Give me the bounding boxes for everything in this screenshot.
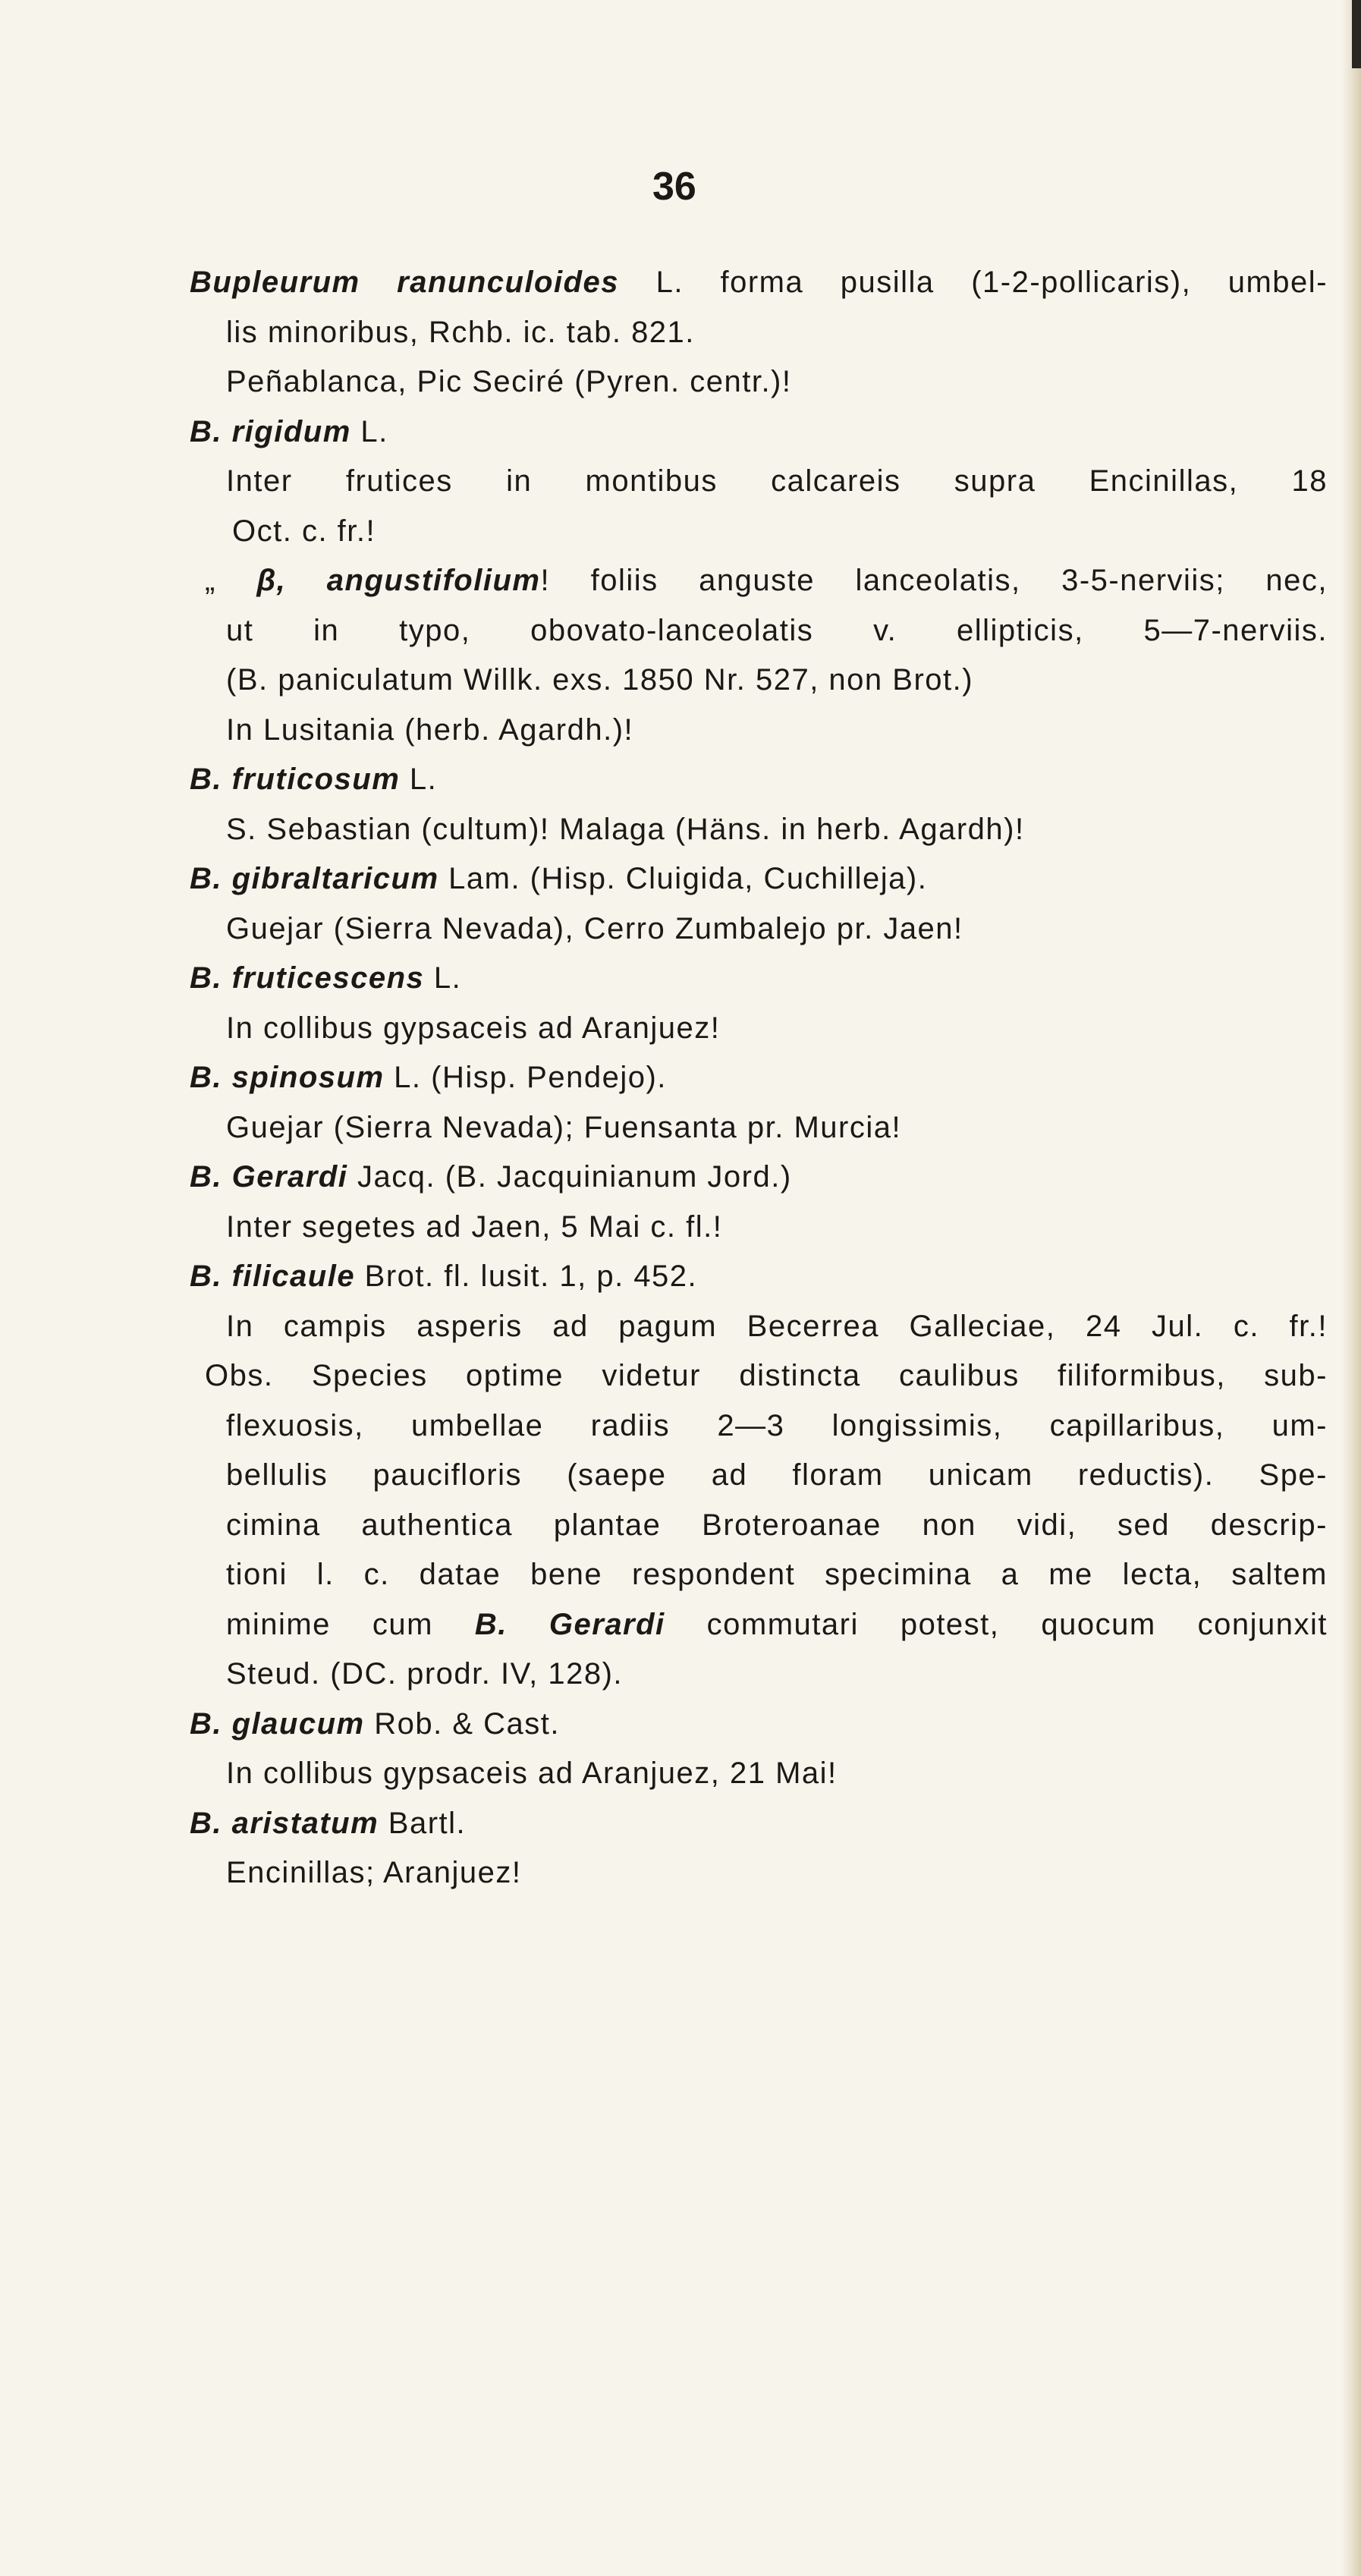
botanical-text xyxy=(190,258,1328,1898)
species-name: B. Gerardi xyxy=(190,1160,348,1194)
binding-mark xyxy=(1352,0,1361,68)
entry-text: L. xyxy=(424,961,462,995)
observation-line: tioni l. c. datae bene respondent specimina a me lecta, saltem xyxy=(226,1558,1328,1591)
locality-line: Peñablanca, Pic Seciré (Pyren. centr.)! xyxy=(226,365,792,398)
species-name: B. rigidum xyxy=(190,414,351,448)
entry-text: L. forma pusilla (1-2-pollicaris), umbel- xyxy=(619,266,1328,299)
entry-line: lis minoribus, Rchb. ic. tab. 821. xyxy=(226,315,695,349)
variety-name: β, angustifolium xyxy=(256,564,541,597)
locality-line: Inter frutices in montibus calcareis supra Encinillas, 18 xyxy=(226,464,1328,498)
locality-line: Oct. c. fr.! xyxy=(232,514,376,548)
locality-line: In campis asperis ad pagum Becerrea Galleciae, 24 Jul. c. fr.! xyxy=(226,1309,1328,1343)
locality-line: Guejar (Sierra Nevada); Fuensanta pr. Murcia! xyxy=(226,1110,902,1144)
synonym-line: (B. paniculatum Willk. exs. 1850 Nr. 527, non Brot.) xyxy=(226,663,974,697)
species-name: B. glaucum xyxy=(190,1706,365,1741)
locality-line: Inter segetes ad Jaen, 5 Mai c. fl.! xyxy=(226,1209,723,1244)
entry-heading xyxy=(190,854,1328,904)
entry-heading xyxy=(190,1252,1328,1302)
entry-text: Rob. & Cast. xyxy=(364,1706,560,1741)
entry-text: commutari potest, quocum conjunxit xyxy=(665,1607,1328,1641)
page-edge-shadow xyxy=(1341,0,1361,2576)
species-name: B. fruticescens xyxy=(190,961,425,995)
observation-line: Obs. Species optime videtur distincta caulibus filiformibus, sub- xyxy=(205,1359,1328,1392)
species-name: B. gibraltaricum xyxy=(190,862,439,895)
entry-heading xyxy=(190,1153,1328,1203)
locality-line: S. Sebastian (cultum)! Malaga (Häns. in herb. Agardh)! xyxy=(226,812,1025,846)
entry-heading xyxy=(190,258,1328,308)
entry-text: L. xyxy=(400,763,438,796)
entry-text: L. (Hisp. Pendejo). xyxy=(384,1061,667,1094)
entry-heading xyxy=(190,954,1328,1004)
entry-text: Lam. (Hisp. Cluigida, Cuchilleja). xyxy=(438,862,928,895)
entry-text: Bartl. xyxy=(379,1806,467,1840)
entry-text: minime cum xyxy=(226,1607,475,1641)
entry-text: L. xyxy=(350,414,388,448)
locality-line: In collibus gypsaceis ad Aranjuez, 21 Mai! xyxy=(226,1757,838,1790)
species-name: B. Gerardi xyxy=(474,1607,665,1641)
species-name: B. spinosum xyxy=(190,1061,385,1094)
locality-line: Encinillas; Aranjuez! xyxy=(226,1856,522,1889)
entry-heading xyxy=(190,1053,1328,1103)
variety-heading xyxy=(190,556,1328,606)
entry-heading xyxy=(190,755,1328,805)
entry-text: Jacq. (B. Jacquinianum Jord.) xyxy=(347,1160,792,1194)
species-name: B. aristatum xyxy=(190,1806,379,1840)
page-number: 36 xyxy=(652,165,696,209)
species-name: Bupleurum ranunculoides xyxy=(190,266,620,299)
species-name: B. filicaule xyxy=(190,1260,356,1293)
entry-line: ut in typo, obovato-lanceolatis v. ellipticis, 5—7-nerviis. xyxy=(226,613,1328,647)
locality-line: In Lusitania (herb. Agardh.)! xyxy=(226,712,634,747)
observation-line: flexuosis, umbellae radiis 2—3 longissimis, capillaribus, um- xyxy=(226,1408,1328,1442)
observation-line xyxy=(190,1600,1328,1650)
entry-heading xyxy=(190,1700,1328,1750)
observation-line: Steud. (DC. prodr. IV, 128). xyxy=(226,1657,623,1691)
species-name: B. fruticosum xyxy=(190,763,401,796)
entry-text: Brot. fl. lusit. 1, p. 452. xyxy=(355,1260,698,1293)
locality-line: In collibus gypsaceis ad Aranjuez! xyxy=(226,1011,721,1045)
locality-line: Guejar (Sierra Nevada), Cerro Zumbalejo pr. Jaen! xyxy=(226,911,963,945)
observation-line: bellulis paucifloris (saepe ad floram unicam reductis). Spe- xyxy=(226,1458,1328,1492)
entry-heading xyxy=(190,1799,1328,1849)
entry-heading xyxy=(190,407,1328,458)
entry-text: ! foliis anguste lanceolatis, 3-5-nerviis; nec, xyxy=(540,564,1328,597)
ditto-mark: „ xyxy=(205,564,257,597)
observation-line: cimina authentica plantae Broteroanae non vidi, sed descrip- xyxy=(226,1508,1328,1542)
